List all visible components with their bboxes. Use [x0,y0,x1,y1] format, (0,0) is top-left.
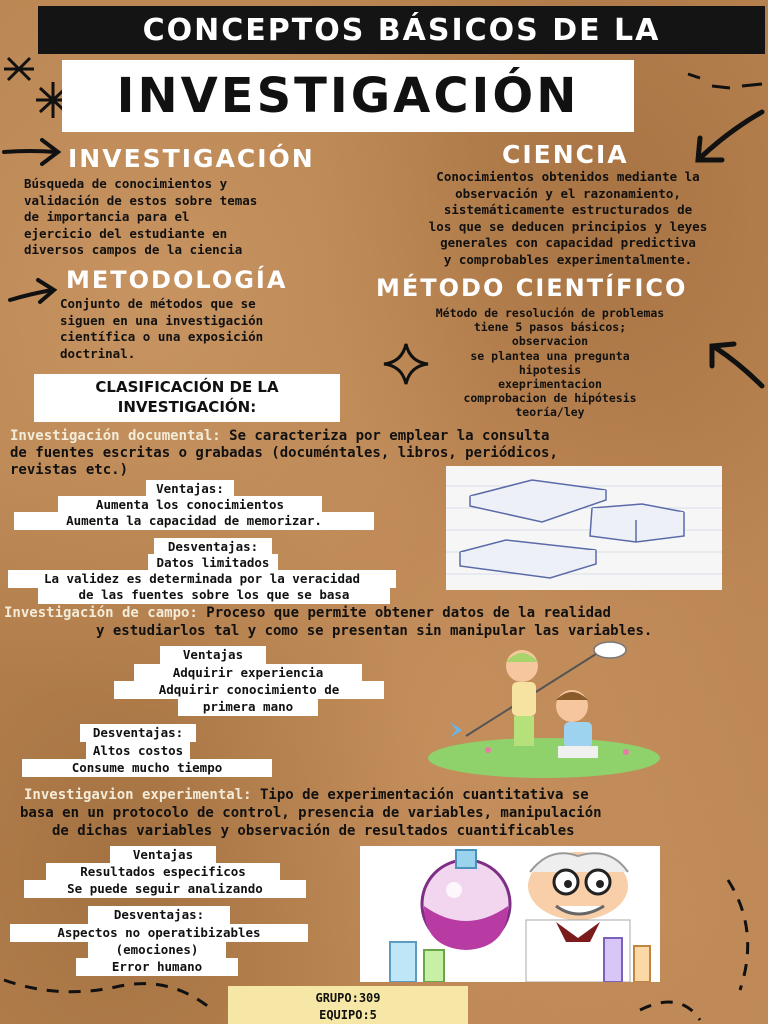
text-line: Conocimientos obtenidos mediante la [436,169,700,184]
metodologia-definition [60,296,360,362]
text-line: y comprobables experimentalmente. [443,251,693,267]
documental-ventajas-title: Ventajas: [146,480,234,498]
text-line: generales con capacidad predictiva [440,235,696,250]
text-line: de fuentes escritas o grabadas (documéntales, libros, periódicos, [10,445,558,461]
text-line: y estudiarlos tal y como se presentan sin manipular las variables. [96,623,653,639]
title-main-box [62,60,634,132]
arrow-down-left-icon [698,112,762,160]
metodo-cientifico-heading: MÉTODO CIENTÍFICO [376,274,688,302]
campo-desventaja-1: Altos costos [86,742,190,760]
campo-text1: Proceso que permite obtener datos de la realidad [197,605,611,621]
experimental-ventajas-title: Ventajas [110,846,216,864]
documental-ventaja-2: Aumenta la capacidad de memorizar. [14,512,374,530]
text-line [10,428,766,445]
books-illustration [446,466,722,590]
experimental-label: Investigavion experimental: [24,787,252,803]
asterisk-icon [4,58,70,118]
experimental-description [20,786,764,840]
text-line: Búsqueda de conocimientos y [24,176,228,191]
ciencia-definition [372,169,764,268]
scientist-illustration [360,846,660,982]
campo-ventajas-title: Ventajas [160,646,266,664]
title-banner [38,6,765,54]
documental-text1: Se caracteriza por emplear la consulta [220,428,550,444]
clasificacion-line1: CLASIFICACIÓN DE LA [95,378,279,396]
page-title-line2: INVESTIGACIÓN [116,68,580,124]
metodo-cientifico-steps [400,306,700,420]
text-line: validación de estos sobre temas [24,192,258,208]
metodologia-heading: METODOLOGÍA [66,266,288,294]
text-line: se plantea una pregunta [470,348,630,363]
documental-desventaja-3: de las fuentes sobre los que se basa [38,586,390,604]
text-line: ejercicio del estudiante en [24,225,228,241]
documental-desventaja-1: Datos limitados [148,554,278,572]
text-line: basa en un protocolo de control, presencia de variables, manipulación [20,805,602,821]
text-line: doctrinal. [60,345,136,361]
arrow-right-icon [10,280,54,302]
experimental-ventaja-2: Se puede seguir analizando [24,880,306,898]
experimental-desventaja-2: (emociones) [88,941,226,959]
text-line [20,786,764,804]
arrow-up-left-icon [712,344,762,386]
text-line: Conjunto de métodos que se [60,296,256,311]
children-exploring-illustration [426,640,662,782]
team-label: EQUIPO:5 [319,1008,377,1022]
text-line: hipotesis [518,362,582,377]
campo-description [4,604,768,640]
experimental-ventaja-1: Resultados especificos [46,863,280,881]
page-title-line1: CONCEPTOS BÁSICOS DE LA [142,12,661,48]
documental-label: Investigación documental: [10,428,221,444]
text-line: científica o una exposición [60,329,264,344]
arrow-right-icon [4,140,58,164]
text-line: siguen en una investigación [60,312,264,328]
clasificacion-line2: INVESTIGACIÓN: [117,398,257,416]
dash-doodle-icon [688,74,762,88]
text-line: exeprimentacion [498,377,602,392]
experimental-desventajas-title: Desventajas: [88,906,230,924]
campo-ventaja-3: primera mano [178,698,318,716]
investigacion-definition [24,176,364,259]
text-line [4,604,768,622]
text-line: sistemáticamente estructurados de [443,202,693,217]
documental-ventaja-1: Aumenta los conocimientos [58,496,322,514]
text-line: observacion [511,334,589,349]
text-line: observación y el razonamiento, [455,185,681,201]
text-line: Método de resolución de problemas [435,306,665,320]
group-label: GRUPO:309 [315,991,381,1005]
documental-desventaja-2: La validez es determinada por la veracidad [8,570,396,588]
campo-ventaja-2: Adquirir conocimiento de [114,681,384,699]
documental-desventajas-title: Desventajas: [154,538,272,556]
text-line: de dichas variables y observación de resultados cuantificables [52,823,575,839]
text-line: diversos campos de la ciencia [24,242,243,257]
campo-label: Investigación de campo: [4,605,198,621]
clasificacion-heading-box [34,374,340,422]
text-line: revistas etc.) [10,462,129,478]
investigacion-heading: INVESTIGACIÓN [68,144,315,173]
text-line: los que se deducen principios y leyes [428,218,708,234]
experimental-desventaja-3: Error humano [76,958,238,976]
ciencia-heading: CIENCIA [502,140,629,169]
text-line: de importancia para el [24,209,190,224]
text-line: tiene 5 pasos básicos; [473,320,627,335]
text-line: teoría/ley [515,405,585,420]
experimental-text1: Tipo de experimentación cuantitativa se [251,787,589,803]
text-line: comprobacion de hipótesis [463,391,637,406]
campo-ventaja-1: Adquirir experiencia [134,664,362,682]
campo-desventajas-title: Desventajas: [80,724,196,742]
campo-desventaja-2: Consume mucho tiempo [22,759,272,777]
experimental-desventaja-1: Aspectos no operatibizables [10,924,308,942]
footer-group-box [228,986,468,1024]
